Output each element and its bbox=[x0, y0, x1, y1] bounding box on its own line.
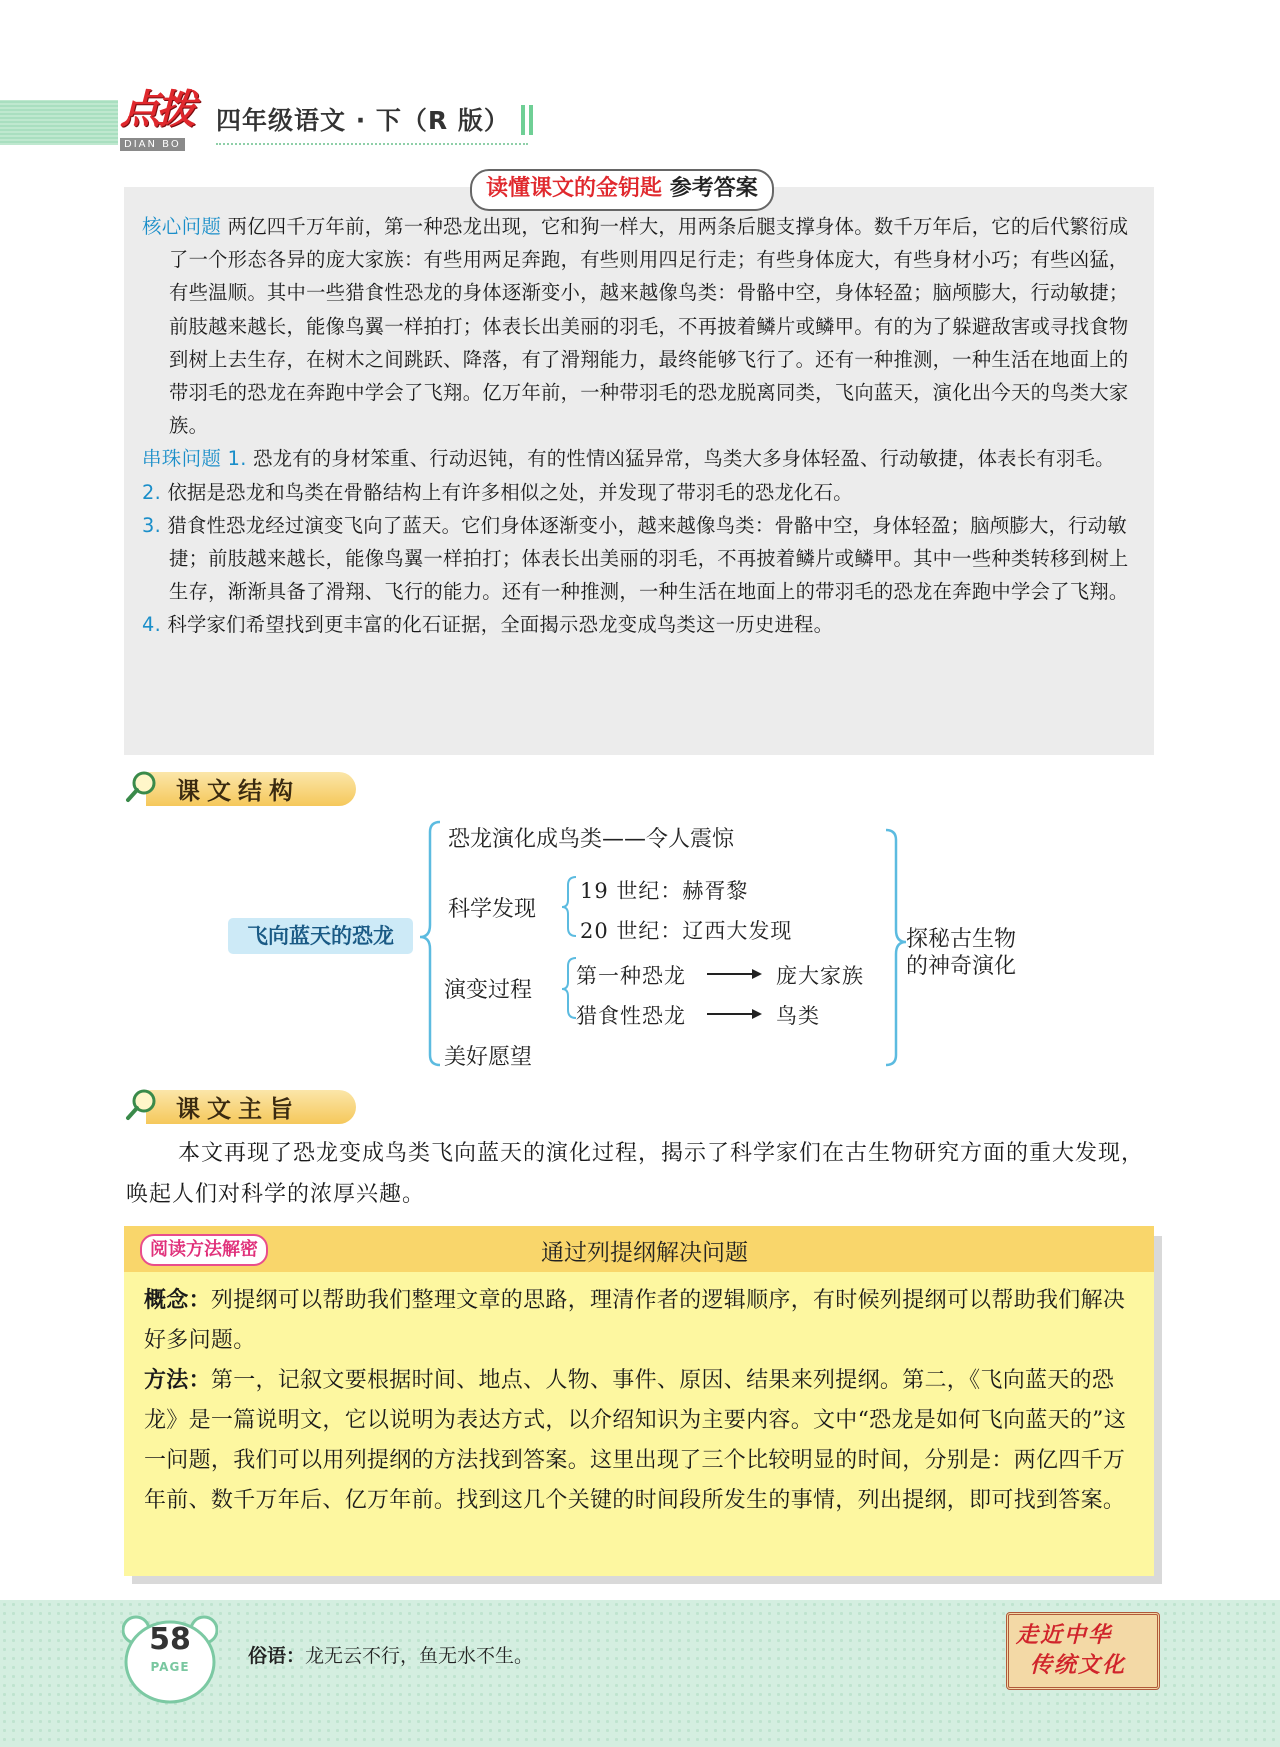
structure-conclusion-line-1: 探秘古生物 bbox=[906, 927, 1017, 952]
method-badge: 阅读方法解密 bbox=[140, 1234, 268, 1266]
core-question-text: 两亿四千万年前，第一种恐龙出现，它和狗一样大，用两条后腿支撑身体。数千万年后，它的后代繁衍成了一个形态各异的庞大家族：有些用两足奔跑，有些则用四足行走；有些身体庞大，有些身材小巧；有些凶猛，有些温顺。其中一些猎食性恐龙的身体逐渐变小，越来越像鸟类：骨骼中空，身体轻盈；脑颅膨大，行动敏捷；前肢越来越长，能像鸟翼一样拍打；体表长出美丽的羽毛，不再披着鳞片或鳞甲。有的为了躲避敌害或寻找食物到树上去生存，在树木之间跳跃、降落，有了滑翔能力，最终能够飞行了。还有一种推测，一种生活在地面上的带羽毛的恐龙在奔跑中学会了飞翔。亿万年前，一种带羽毛的恐龙脱离同类，飞向蓝天，演化出今天的鸟类大家族。 bbox=[169, 215, 1129, 438]
answer-item-number: 3. bbox=[142, 513, 161, 537]
answer-tab-rest: 参考答案 bbox=[669, 176, 758, 201]
answer-item-text: 恐龙有的身材笨重、行动迟钝，有的性情凶猛异常，鸟类大多身体轻盈、行动敏捷，体表长有羽毛。 bbox=[253, 447, 1115, 471]
structure-branch-2-sub-2: 20 世纪：辽西大发现 bbox=[580, 919, 793, 943]
structure-branch-1: 恐龙演化成鸟类——令人震惊 bbox=[448, 827, 735, 852]
structure-branch-4: 美好愿望 bbox=[444, 1045, 533, 1070]
proverb-label: 俗语： bbox=[248, 1645, 306, 1667]
structure-branch-3-sub-1-from: 第一种恐龙 bbox=[576, 964, 686, 988]
answer-item-text: 猎食性恐龙经过演变飞向了蓝天。它们身体逐渐变小，越来越像鸟类：骨骼中空，身体轻盈；脑颅膨大，行动敏捷；前肢越来越长，能像鸟翼一样拍打；体表长出美丽的羽毛，不再披着鳞片或鳞甲。其中一些种类转移到树上生存，渐渐具备了滑翔、飞行的能力。还有一种推测，一种生活在地面上的带羽毛的恐龙在奔跑中学会了飞翔。 bbox=[167, 513, 1129, 604]
structure-branch-2-sub-1: 19 世纪：赫胥黎 bbox=[580, 879, 749, 903]
core-question-label: 核心问题 bbox=[142, 215, 222, 238]
answer-item-number: 4. bbox=[142, 613, 161, 637]
concept-text: 列提纲可以帮助我们整理文章的思路，理清作者的逻辑顺序，有时候列提纲可以帮助我们解决好多问题。 bbox=[144, 1288, 1126, 1353]
answer-item-number: 2. bbox=[142, 480, 161, 504]
culture-stamp-line-2: 传统文化 bbox=[1030, 1653, 1127, 1678]
answer-item-number: 1. bbox=[227, 447, 247, 471]
page-word: PAGE bbox=[150, 1660, 190, 1674]
structure-branch-3: 演变过程 bbox=[444, 978, 533, 1003]
method-body-text: 第一，记叙文要根据时间、地点、人物、事件、原因、结果来列提纲。第二，《飞向蓝天的恐龙》是一篇说明文，它以说明为表达方式，以介绍知识为主要内容。文中“恐龙是如何飞向蓝天的”这一问题，我们可以用列提纲的方法找到答案。这里出现了三个比较明显的时间，分别是：两亿四千万年前、数千万年后、亿万年前。找到这几个关键的时间段所发生的事情，列出提纲，即可找到答案。 bbox=[144, 1368, 1126, 1513]
culture-stamp-line-1: 走近中华 bbox=[1016, 1623, 1113, 1648]
answer-tab-highlight: 读懂课文的金钥匙 bbox=[486, 176, 663, 201]
concept-label: 概念： bbox=[144, 1288, 211, 1313]
magnifier-icon bbox=[124, 1086, 160, 1122]
structure-branch-2: 科学发现 bbox=[448, 897, 537, 922]
method-label: 方法： bbox=[144, 1368, 211, 1393]
structure-branch-3-sub-2-from: 猎食性恐龙 bbox=[576, 1004, 686, 1028]
book-title: 四年级语文 · 下（R 版） bbox=[216, 106, 510, 135]
structure-conclusion-line-2: 的神奇演化 bbox=[906, 954, 1017, 979]
theme-heading bbox=[124, 1086, 384, 1126]
structure-heading-text: 课文结构 bbox=[176, 777, 300, 805]
page-number: 58 bbox=[149, 1622, 191, 1657]
proverb bbox=[248, 1641, 533, 1668]
answer-item-text: 依据是恐龙和鸟类在骨骼结构上有许多相似之处，并发现了带羽毛的恐龙化石。 bbox=[167, 480, 853, 504]
theme-heading-text: 课文主旨 bbox=[176, 1095, 300, 1123]
chain-question-label: 串珠问题 bbox=[142, 447, 222, 471]
answer-item-text: 科学家们希望找到更丰富的化石证据，全面揭示恐龙变成鸟类这一历史进程。 bbox=[167, 613, 834, 637]
structure-branch-3-sub-1-to: 庞大家族 bbox=[776, 964, 864, 988]
theme-text: 本文再现了恐龙变成鸟类飞向蓝天的演化过程，揭示了科学家们在古生物研究方面的重大发现，唤起人们对科学的浓厚兴趣。 bbox=[126, 1141, 1145, 1207]
method-title: 通过列提纲解决问题 bbox=[541, 1240, 748, 1266]
logo-text: 点拨 bbox=[120, 86, 192, 133]
structure-branch-3-sub-2-to: 鸟类 bbox=[776, 1004, 820, 1028]
proverb-text: 龙无云不行，鱼无水不生。 bbox=[305, 1645, 534, 1667]
structure-root: 飞向蓝天的恐龙 bbox=[228, 918, 413, 954]
method-text bbox=[144, 1281, 1142, 1521]
logo-subtext: DIAN BO bbox=[120, 138, 185, 151]
